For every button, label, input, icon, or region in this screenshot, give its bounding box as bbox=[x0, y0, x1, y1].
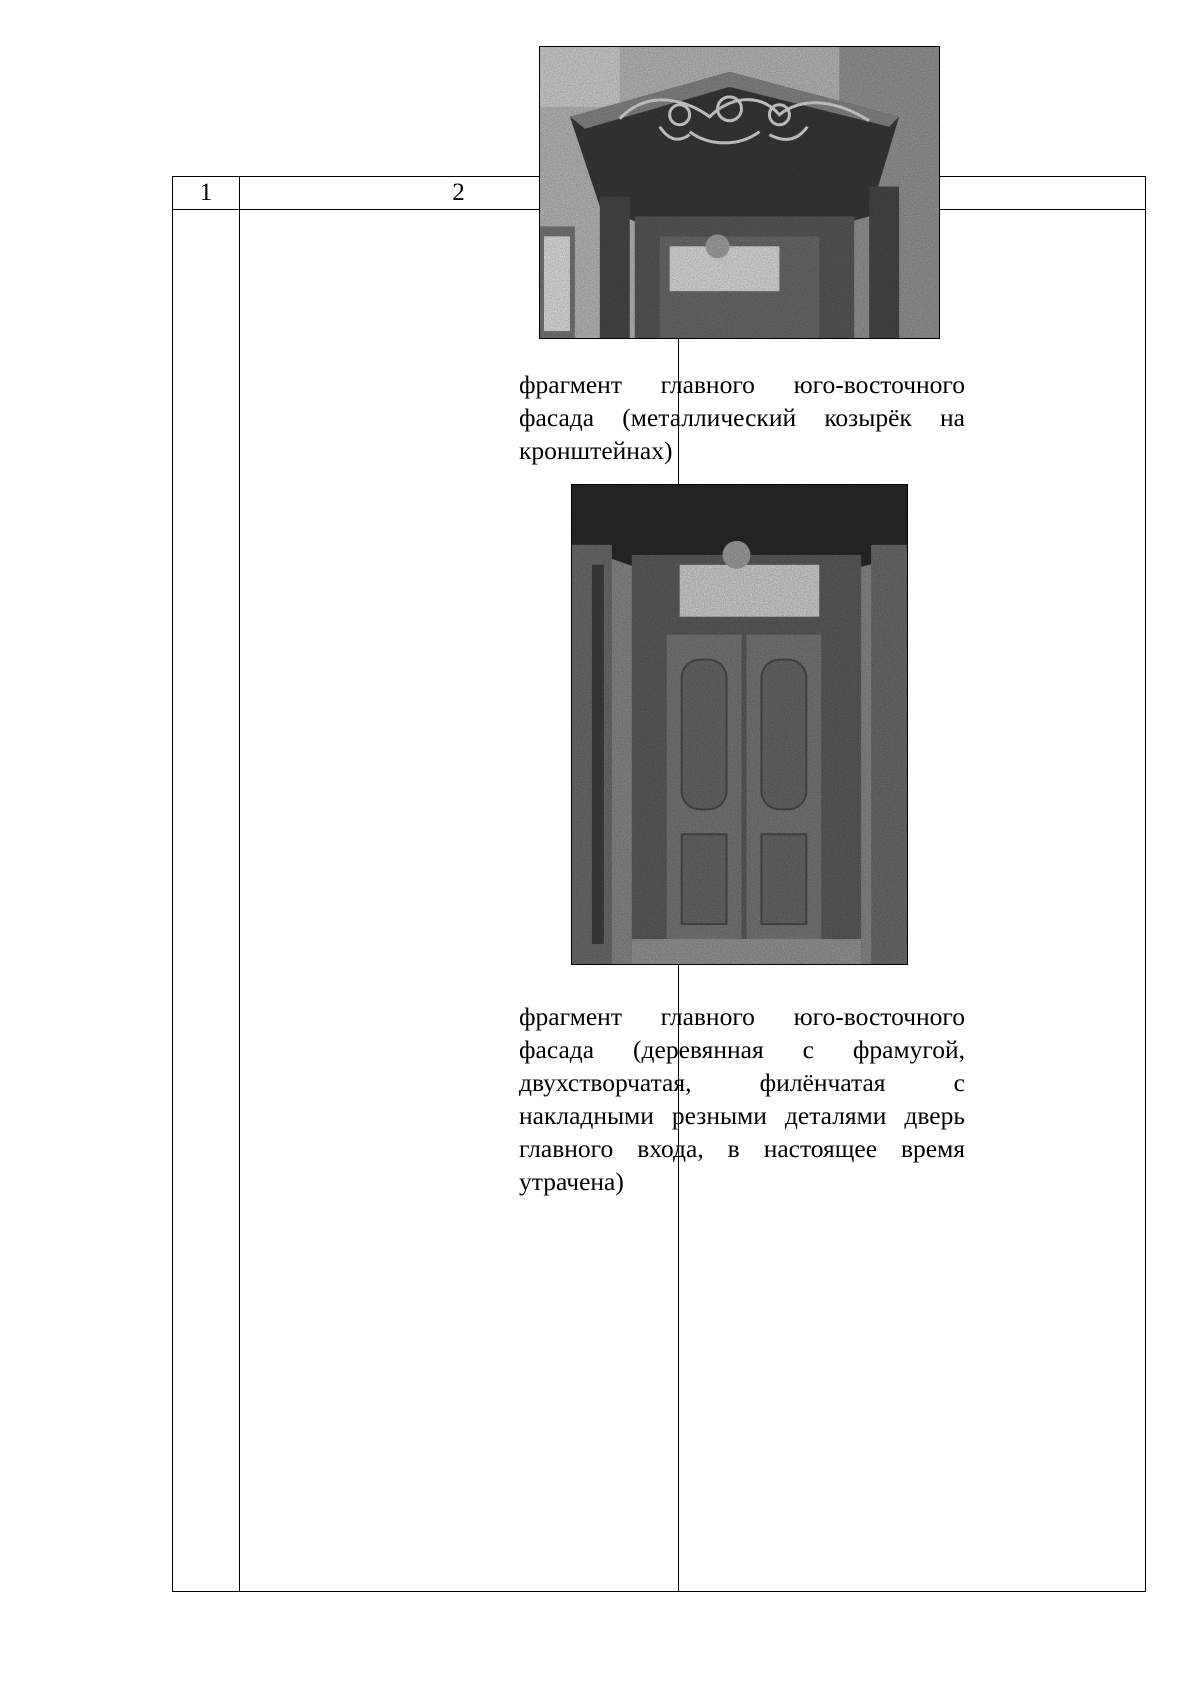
door-photo bbox=[571, 484, 908, 965]
canopy-photo bbox=[539, 46, 940, 339]
figure-caption: фрагмент главного юго-восточного фасада (металлический козырёк на кронштейнах) bbox=[519, 370, 965, 465]
column-divider bbox=[239, 177, 240, 1591]
figure-caption: фрагмент главного юго-восточного фасада (деревянная с фрамугой, двухстворчатая, филёнчатая с накладными резными деталями дверь главного входа, в настоящее время утрачена) bbox=[519, 1002, 965, 1196]
table-header-col-1: 1 bbox=[199, 179, 213, 206]
table-header-col-2: 2 bbox=[452, 179, 465, 206]
